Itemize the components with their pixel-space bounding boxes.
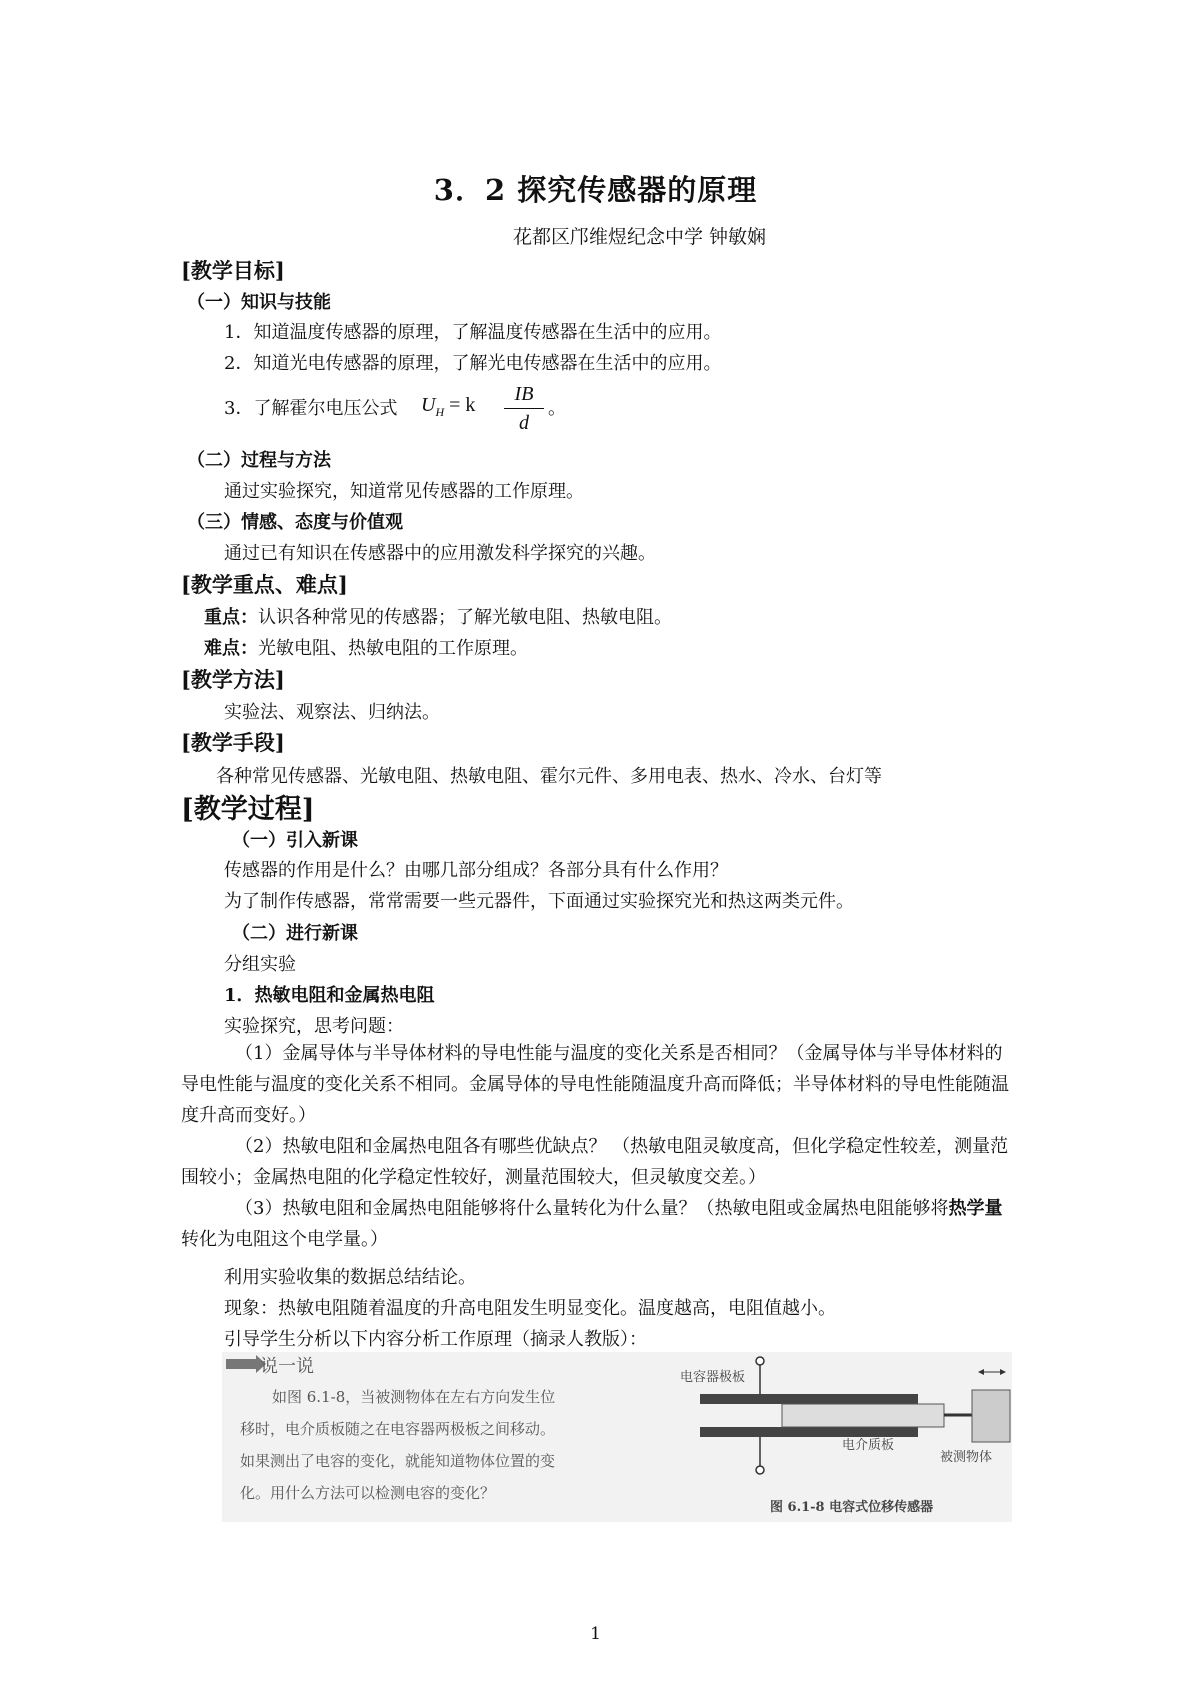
top-plate bbox=[700, 1394, 918, 1404]
explore-prompt: 实验探究，思考问题： bbox=[224, 1016, 404, 1037]
formula-numerator: IB bbox=[514, 383, 534, 405]
key-text: 认识各种常见的传感器；了解光敏电阻、热敏电阻。 bbox=[258, 607, 672, 628]
key-heading: [教学重点、难点] bbox=[181, 572, 348, 597]
textbook-excerpt-figure bbox=[222, 1352, 1012, 1522]
hall-formula bbox=[421, 394, 475, 420]
intro-text: 为了制作传感器，常常需要一些元器件，下面通过实验探究光和热这两类元件。 bbox=[224, 891, 854, 912]
goal2-text: 通过实验探究，知道常见传感器的工作原理。 bbox=[224, 481, 584, 502]
goal1-item-1: 1．知道温度传感器的原理，了解温度传感器在生活中的应用。 bbox=[224, 322, 722, 343]
goal2-heading: （二）过程与方法 bbox=[187, 450, 331, 471]
excerpt-line-4: 化。用什么方法可以检测电容的变化？ bbox=[240, 1484, 496, 1502]
terminal-bottom-icon bbox=[756, 1466, 764, 1474]
means-text: 各种常见传感器、光敏电阻、热敏电阻、霍尔元件、多用电表、热水、冷水、台灯等 bbox=[216, 766, 882, 787]
question-1: （1）金属导体与半导体材料的导电性能与温度的变化关系是否相同？（金属导体与半导体材料的导电性能与温度的变化关系不相同。金属导体的导电性能随温度升高而降低；半导体材料的导电性能随温度升高而变好。） bbox=[181, 1043, 1009, 1126]
label-measured-object: 被测物体 bbox=[940, 1450, 993, 1465]
question-3 bbox=[181, 1193, 1011, 1255]
excerpt-line-3: 如果测出了电容的变化，就能知道物体位置的变 bbox=[240, 1452, 556, 1470]
q3-part-b: 热学量 bbox=[948, 1198, 1003, 1219]
group-experiment: 分组实验 bbox=[224, 954, 296, 975]
difficulty-text: 光敏电阻、热敏电阻的工作原理。 bbox=[258, 638, 528, 659]
question-2: （2）热敏电阻和金属热电阻各有哪些优缺点？ （热敏电阻灵敏度高，但化学稳定性较差，测量范围较小；金属热电阻的化学稳定性较好，测量范围较大，但灵敏度交差。） bbox=[181, 1136, 1009, 1188]
key-label: 重点： bbox=[204, 607, 258, 628]
formula-denominator: d bbox=[519, 412, 529, 434]
process-heading: [教学过程] bbox=[181, 794, 315, 825]
goals-heading: [教学目标] bbox=[181, 258, 285, 283]
terminal-top-icon bbox=[756, 1357, 764, 1365]
difficulty-point bbox=[204, 634, 528, 660]
intro-question: 传感器的作用是什么？由哪几部分组成？各部分具有什么作用？ bbox=[224, 860, 728, 881]
goal3-text: 通过已有知识在传感器中的应用激发科学探究的兴趣。 bbox=[224, 543, 656, 564]
page-number: 1 bbox=[590, 1624, 601, 1644]
label-capacitor-plate: 电容器极板 bbox=[680, 1370, 746, 1385]
means-heading: [教学手段] bbox=[181, 730, 285, 755]
formula-lhs: U bbox=[421, 394, 436, 416]
key-point bbox=[204, 603, 672, 629]
excerpt-line-1: 如图 6.1-8，当被测物体在左右方向发生位 bbox=[272, 1388, 556, 1406]
fraction-bar bbox=[504, 408, 544, 409]
goal3-heading: （三）情感、态度与价值观 bbox=[187, 512, 403, 533]
figure-caption: 图 6.1-8 电容式位移传感器 bbox=[770, 1500, 934, 1515]
data-summary: 利用实验收集的数据总结结论。 bbox=[224, 1267, 476, 1288]
guide-text: 引导学生分析以下内容分析工作原理（摘录人教版）： bbox=[224, 1329, 647, 1350]
page-title: 3．2 探究传感器的原理 bbox=[433, 173, 758, 207]
q3-part-a: （3）热敏电阻和金属热电阻能够将什么量转化为什么量？（热敏电阻或金属热电阻能够将 bbox=[235, 1198, 949, 1219]
formula-subscript: H bbox=[435, 405, 445, 419]
label-dielectric: 电介质板 bbox=[842, 1438, 895, 1453]
excerpt-line-2: 移时，电介质板随之在电容器两极板之间移动。 bbox=[240, 1420, 556, 1438]
goal1-item-3: 3．了解霍尔电压公式 bbox=[224, 398, 398, 419]
subsection-1-heading: 1．热敏电阻和金属热电阻 bbox=[224, 985, 435, 1006]
goal1-heading: （一）知识与技能 bbox=[187, 292, 331, 313]
excerpt-badge: 说一说 bbox=[260, 1356, 314, 1377]
difficulty-label: 难点： bbox=[204, 638, 258, 659]
new-lesson-heading: （二）进行新课 bbox=[232, 923, 358, 944]
goal1-item-2: 2．知道光电传感器的原理，了解光电传感器在生活中的应用。 bbox=[224, 353, 722, 374]
formula-eq: = k bbox=[449, 394, 476, 416]
method-text: 实验法、观察法、归纳法。 bbox=[224, 702, 440, 723]
intro-heading: （一）引入新课 bbox=[232, 830, 358, 851]
method-heading: [教学方法] bbox=[181, 667, 285, 692]
phenomenon: 现象：热敏电阻随着温度的升高电阻发生明显变化。温度越高，电阻值越小。 bbox=[224, 1298, 836, 1319]
dielectric-slab bbox=[782, 1404, 944, 1427]
formula-end: 。 bbox=[548, 398, 566, 419]
author-line: 花都区邝维煜纪念中学 钟敏娴 bbox=[512, 226, 767, 248]
measured-object bbox=[972, 1390, 1010, 1442]
formula-fraction bbox=[504, 382, 544, 435]
q3-part-c: 转化为电阻这个电学量。） bbox=[181, 1229, 388, 1250]
